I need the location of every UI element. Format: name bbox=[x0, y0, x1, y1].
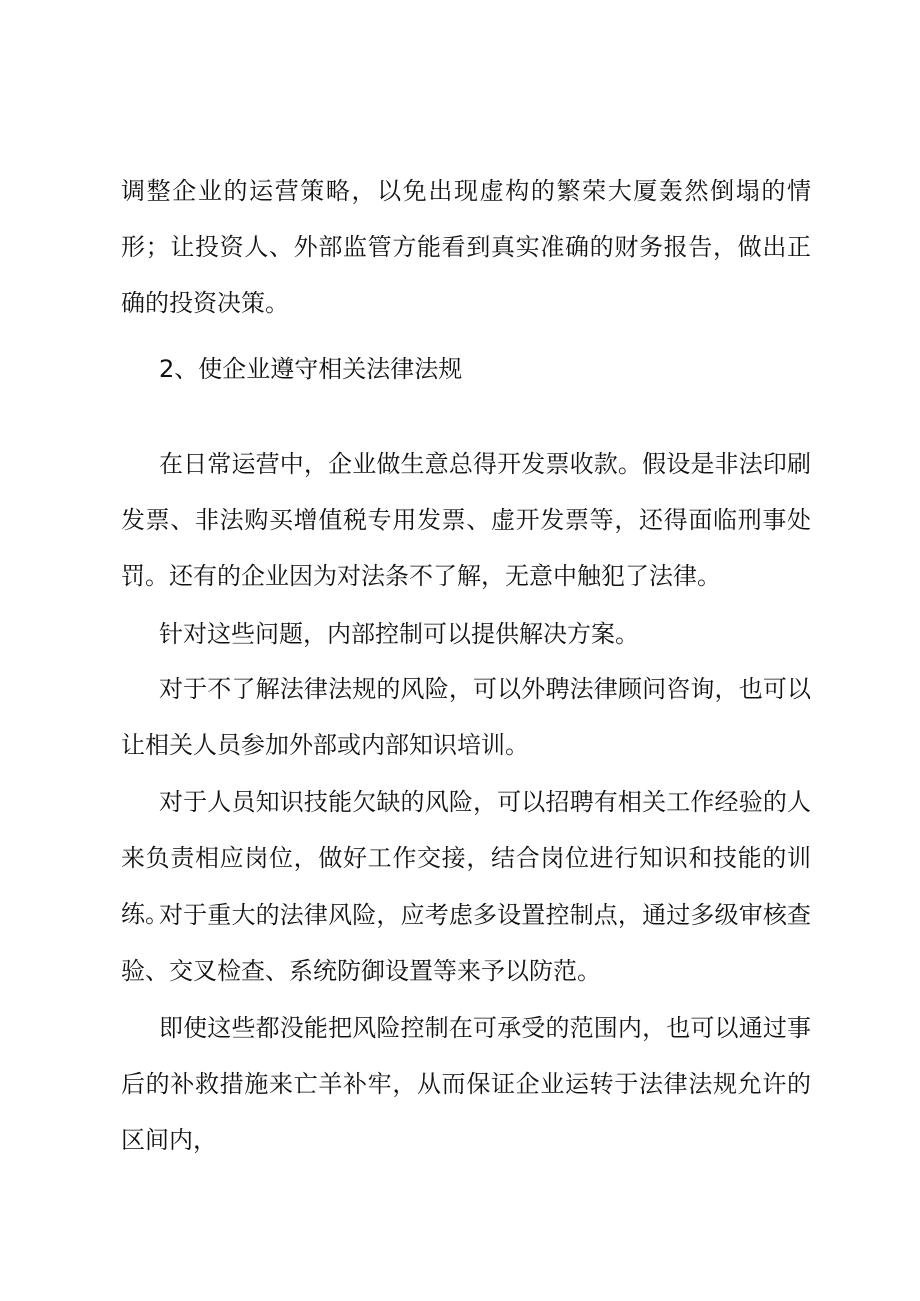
paragraph-invoice bbox=[121, 436, 811, 604]
paragraph-text: 调整企业的运营策略，以免出现虚构的繁荣大厦轰然倒塌的情形；让投资人、外部监管方能看到真实准确的财务报告，做出正确的投资决策。 bbox=[121, 177, 811, 317]
paragraph-solution-intro bbox=[121, 606, 811, 662]
paragraph-text: 在日常运营中，企业做生意总得开发票收款。假设是非法印刷发票、非法购买增值税专用发票、虚开发票等，还得面临刑事处罚。还有的企业因为对法条不了解，无意中触犯了法律。 bbox=[121, 450, 811, 590]
paragraph-legal-risk bbox=[121, 661, 811, 773]
paragraph-major-risk bbox=[121, 887, 811, 999]
paragraph-text: 对于人员知识技能欠缺的风险，可以招聘有相关工作经验的人来负责相应岗位，做好工作交接，结合岗位进行知识和技能的训练。 bbox=[121, 788, 811, 928]
section-heading-text: 2、使企业遵守相关法律法规 bbox=[159, 355, 463, 383]
paragraph-text: 针对这些问题，内部控制可以提供解决方案。 bbox=[159, 620, 639, 648]
paragraph-text: 对于重大的法律风险，应考虑多设置控制点，通过多级审核查验、交叉检查、系统防御设置等来予以防范。 bbox=[121, 901, 811, 985]
paragraph-remedy bbox=[121, 1000, 811, 1168]
paragraph-text: 对于不了解法律法规的风险，可以外聘法律顾问咨询，也可以让相关人员参加外部或内部知识培训。 bbox=[121, 675, 811, 759]
paragraph-continuation bbox=[121, 163, 811, 331]
section-heading bbox=[121, 341, 811, 397]
paragraph-text: 即使这些都没能把风险控制在可承受的范围内，也可以通过事后的补救措施来亡羊补牢，从而保证企业运转于法律法规允许的区间内， bbox=[121, 1014, 811, 1154]
